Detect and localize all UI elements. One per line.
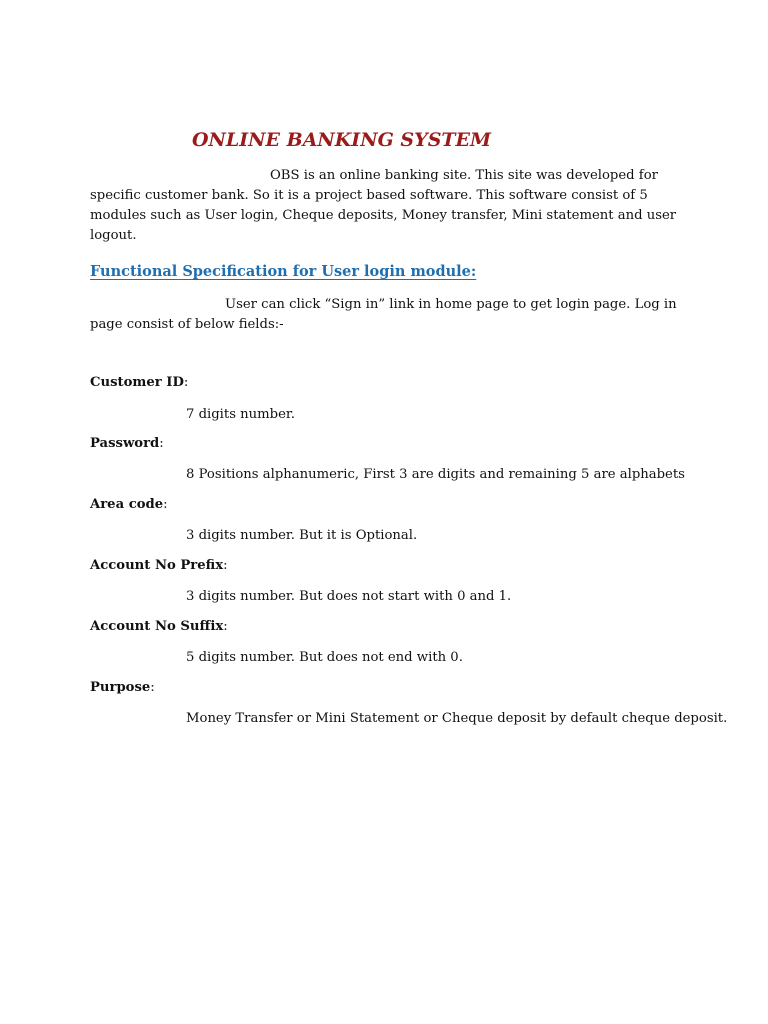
- field-label-customer-id: Customer ID:: [90, 375, 189, 390]
- intro-text: OBS is an online banking site. This site was developed for specific customer bank. So it is a project based software. This software consist of 5 modules such as User login, Cheque deposits, Money transfer, Mini statement and user logout.: [90, 168, 677, 243]
- document-title: ONLINE BANKING SYSTEM: [192, 129, 492, 151]
- field-description-account-prefix: 3 digits number. But does not start with 0 and 1.: [186, 589, 512, 604]
- login-intro-text: User can click “Sign in” link in home page to get login page. Log in page consist of below fields:-: [90, 297, 677, 332]
- field-description-area-code: 3 digits number. But it is Optional.: [186, 528, 418, 543]
- field-label-purpose: Purpose:: [90, 680, 155, 695]
- field-label-password: Password:: [90, 436, 164, 451]
- login-intro-paragraph: [90, 295, 680, 335]
- field-description-customer-id: 7 digits number.: [186, 407, 295, 422]
- field-description-purpose: Money Transfer or Mini Statement or Cheque deposit by default cheque deposit.: [186, 711, 728, 726]
- field-label-account-suffix: Account No Suffix:: [90, 619, 228, 634]
- section-heading: Functional Specification for User login module:: [90, 263, 477, 280]
- intro-paragraph: [90, 166, 680, 246]
- field-label-account-prefix: Account No Prefix:: [90, 558, 228, 573]
- field-description-password: 8 Positions alphanumeric, First 3 are digits and remaining 5 are alphabets: [186, 467, 685, 482]
- field-label-area-code: Area code:: [90, 497, 168, 512]
- field-description-account-suffix: 5 digits number. But does not end with 0.: [186, 650, 463, 665]
